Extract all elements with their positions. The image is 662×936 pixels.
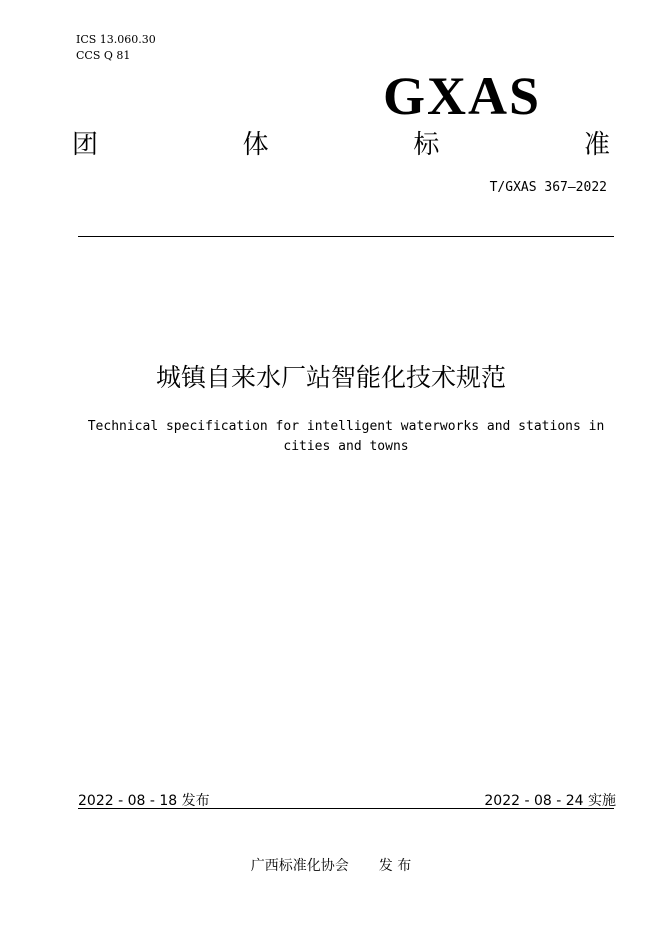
bottom-divider [78, 808, 614, 809]
ics-code: ICS 13.060.30 [76, 33, 156, 46]
publisher-line [0, 855, 662, 875]
publish-action: 发 布 [378, 858, 412, 874]
standard-code: T/GXAS 367—2022 [489, 180, 607, 195]
top-divider [78, 236, 614, 237]
standard-type-char: 体 [242, 130, 269, 160]
standard-type-char: 团 [72, 130, 99, 160]
standard-type-heading [72, 128, 610, 162]
standard-type-char: 标 [413, 130, 440, 160]
publisher-name: 广西标准化协会 [250, 858, 349, 874]
english-title-line: Technical specification for intelligent waterworks and stations in [87, 419, 605, 434]
chinese-title: 城镇自来水厂站智能化技术规范 [155, 363, 506, 392]
english-title [80, 417, 612, 457]
release-date: 2022 - 08 - 18 发布 [78, 793, 210, 809]
gxas-logo: GXAS [383, 66, 542, 126]
classification-codes [76, 32, 156, 64]
implementation-date: 2022 - 08 - 24 实施 [484, 793, 616, 809]
standard-type-char: 准 [583, 130, 610, 160]
english-title-line: cities and towns [283, 439, 409, 454]
ccs-code: CCS Q 81 [76, 49, 131, 62]
